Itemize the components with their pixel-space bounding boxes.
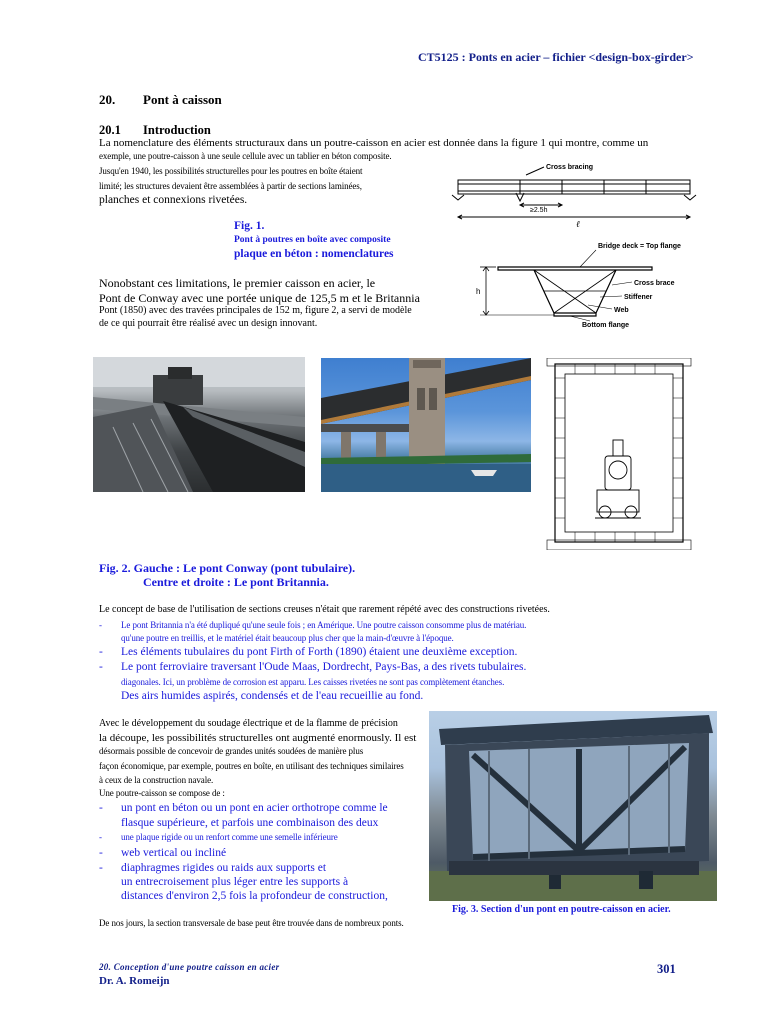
bullet-glyph: -: [99, 802, 103, 814]
bullet1-item-1: [99, 620, 526, 630]
label-cross-brace: Cross brace: [634, 280, 675, 287]
fig1-caption-line-2: plaque en béton : nomenclatures: [234, 248, 394, 260]
label-cross-bracing: Cross bracing: [546, 164, 594, 171]
para2-line-2: Pont de Conway avec une portée unique de 125,5 m et le Britannia: [99, 291, 420, 305]
section-title: Pont à caisson: [143, 92, 222, 107]
bullet2-item-2: [99, 832, 338, 842]
label-web: Web: [614, 307, 629, 314]
bullet2-item-4-text: diaphragmes rigides ou raids aux supports et: [121, 862, 327, 874]
para4-line-3: désormais possible de concevoir de grandes unités soudées de manière plus: [99, 746, 364, 756]
para4-line-1: Avec le développement du soudage électrique et de la flamme de précision: [99, 718, 398, 729]
fig1-box-girder-diagram: [450, 155, 700, 335]
bullet2-item-4-cont-2: distances d'environ 2,5 fois la profondeur de construction,: [121, 890, 388, 902]
label-h: h: [476, 287, 481, 296]
bullet1-item-2-text: Les éléments tubulaires du pont Firth of Forth (1890) étaient une deuxième exception.: [121, 646, 518, 658]
intro-line-4: limité; les structures devaient être assemblées à partir de sections laminées,: [99, 181, 362, 191]
footer-author: Dr. A. Romeijn: [99, 975, 170, 987]
bullet1-item-2: [99, 646, 517, 659]
photo-box-girder-section: [429, 711, 717, 901]
fig3-caption: Fig. 3. Section d'un pont en poutre-caisson en acier.: [452, 904, 671, 915]
bullet1-item-1-text: Le pont Britannia n'a été dupliqué qu'une seule fois ; en Amérique. Une poutre caisson consomme plus de matériau.: [121, 620, 527, 630]
subsection-number: 20.1: [99, 123, 121, 137]
intro-line-2: exemple, une poutre-caisson à une seule cellule avec un tablier en béton composite.: [99, 151, 392, 161]
para2-line-4: de ce qui pourrait être réalisé avec un design innovant.: [99, 318, 318, 329]
fig1-label: Fig. 1.: [234, 220, 265, 232]
bullet2-item-3: [99, 847, 226, 860]
bullet2-item-4-cont-1: un entrecroisement plus léger entre les supports à: [121, 876, 349, 888]
britannia-tube-section-drawing: [545, 358, 693, 550]
para4-line-5: à ceux de la construction navale.: [99, 775, 214, 785]
intro-line-3: Jusqu'en 1940, les possibilités structurelles pour les poutres en boîte étaient: [99, 166, 363, 176]
bullet-glyph: -: [99, 620, 102, 630]
page-number: 301: [657, 962, 676, 976]
label-length: ℓ: [576, 219, 580, 229]
footer-chapter: 20. Conception d'une poutre caisson en acier: [99, 962, 280, 972]
bullet-glyph: -: [99, 646, 103, 658]
bullet2-item-3-text: web vertical ou incliné: [121, 847, 227, 859]
closing-sentence: De nos jours, la section transversale de base peut être trouvée dans de nombreux ponts.: [99, 918, 404, 928]
section-number: 20.: [99, 92, 116, 107]
bullet-glyph: -: [99, 661, 103, 673]
label-bottom-flange: Bottom flange: [582, 322, 630, 329]
subsection-title: Introduction: [143, 123, 211, 137]
para4-line-6: Une poutre-caisson se compose de :: [99, 788, 225, 798]
fig1-caption-line-1: Pont à poutres en boîte avec composite: [234, 235, 391, 245]
girder-elevation: [452, 167, 696, 219]
label-spacing: ≥2.5h: [530, 207, 548, 214]
intro-line-1: La nomenclature des éléments structuraux dans un poutre-caisson en acier est donnée dans la figure 1 qui montre, comme un: [99, 137, 649, 149]
photo-britannia-bridge: [321, 358, 531, 492]
fig2-caption-line-2: Centre et droite : Le pont Britannia.: [143, 575, 329, 589]
bullet2-item-2-text: une plaque rigide ou un renfort comme une semelle inférieure: [121, 832, 338, 842]
bullet2-item-4: [99, 862, 326, 875]
fig2-caption-line-1: Fig. 2. Gauche : Le pont Conway (pont tubulaire).: [99, 561, 356, 575]
bullet1-item-1-cont: qu'une poutre en treillis, et le matériel était beaucoup plus cher que la main-d'œuvre à l'époque.: [121, 633, 454, 643]
para4-line-4: façon économique, par exemple, poutres en boîte, en utilisant des techniques similaires: [99, 761, 404, 771]
para2-line-3: Pont (1850) avec des travées principales de 152 m, figure 2, a servi de modèle: [99, 305, 412, 316]
bullet1-item-3: [99, 661, 526, 674]
intro-line-5: planches et connexions rivetées.: [99, 194, 248, 206]
label-stiffener: Stiffener: [624, 294, 653, 301]
bullet1-item-3-cont-1: diagonales. Ici, un problème de corrosion est apparu. Les caisses rivetées ne sont pas complètement étanches.: [121, 677, 505, 687]
bullet2-item-1: [99, 802, 388, 815]
bullet-glyph: -: [99, 832, 102, 842]
label-bridge-deck: Bridge deck = Top flange: [598, 243, 681, 250]
bullet2-item-1-cont: flasque supérieure, et parfois une combinaison des deux: [121, 817, 379, 829]
bullet-glyph: -: [99, 862, 103, 874]
para2-line-1: Nonobstant ces limitations, le premier caisson en acier, le: [99, 276, 376, 290]
para4-line-2: la découpe, les possibilités structurelles ont augmenté enormously. Il est: [99, 732, 417, 744]
photo-conway-bridge: [93, 357, 305, 492]
para3: Le concept de base de l'utilisation de sections creuses n'était que rarement répété avec des constructions rivetées.: [99, 604, 550, 615]
running-header: CT5125 : Ponts en acier – fichier <design-box-girder>: [418, 50, 694, 64]
bullet2-item-1-text: un pont en béton ou un pont en acier orthotrope comme le: [121, 802, 388, 814]
bullet1-item-3-cont-2: Des airs humides aspirés, condensés et de l'eau recueillie au fond.: [121, 690, 424, 702]
bullet-glyph: -: [99, 847, 103, 859]
bullet1-item-3-text: Le pont ferroviaire traversant l'Oude Maas, Dordrecht, Pays-Bas, a des rivets tubulaires.: [121, 661, 527, 673]
